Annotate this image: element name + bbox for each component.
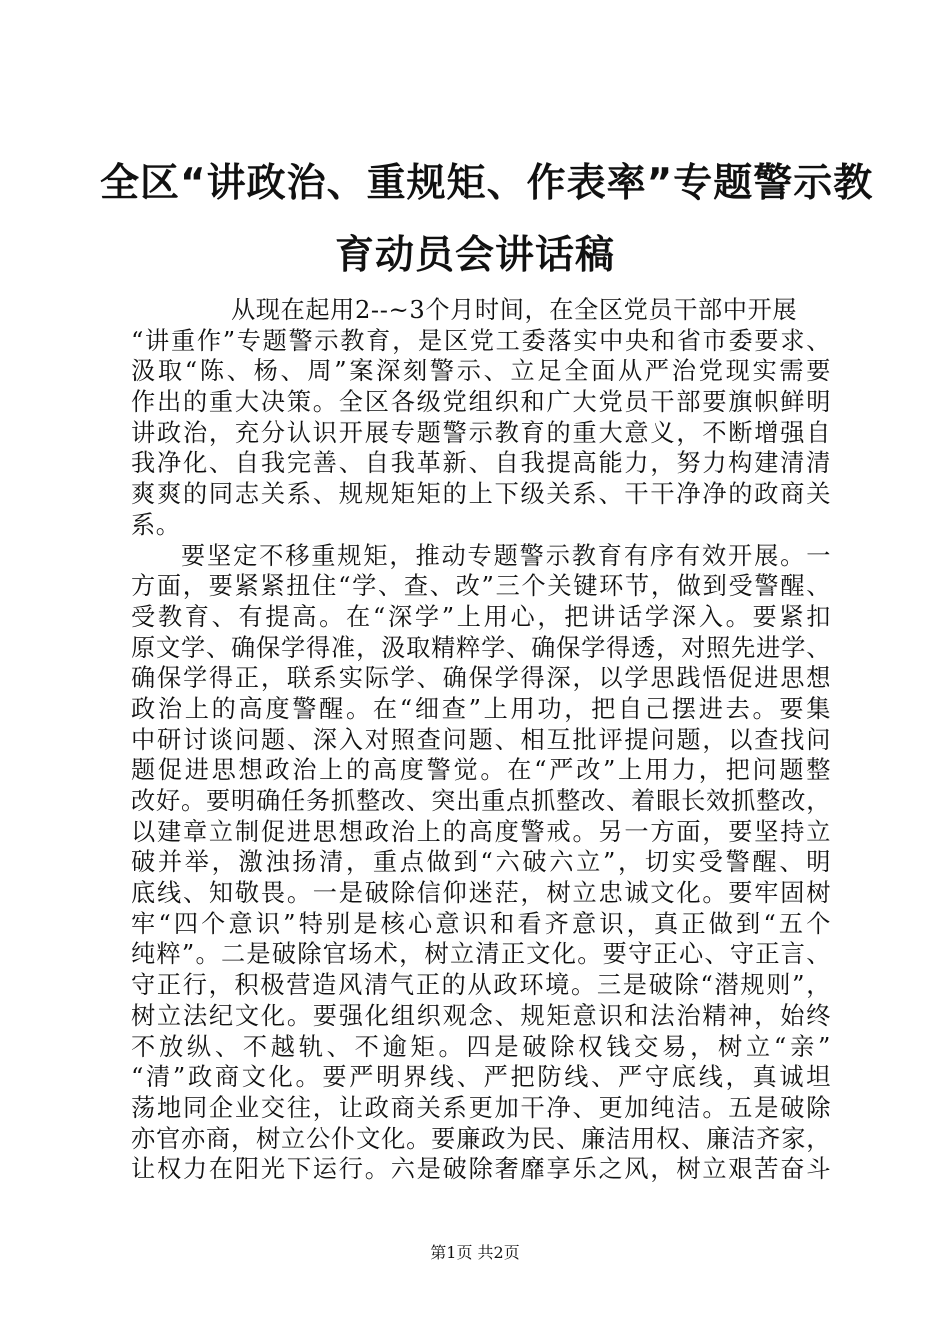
paragraph-line: 以建章立制促进思想政治上的高度警戒。另一方面，要坚持立 xyxy=(131,817,831,846)
paragraph-line: 纯粹”。二是破除官场术，树立清正文化。要守正心、守正言、 xyxy=(131,940,831,969)
paragraph-line: 汲取“陈、杨、周”案深刻警示、立足全面从严治党现实需要 xyxy=(131,357,831,386)
paragraph-line: 从现在起用2--~3个月时间，在全区党员干部中开展 xyxy=(231,296,798,324)
paragraph-line: 爽爽的同志关系、规规矩矩的上下级关系、干干净净的政商关 xyxy=(131,480,831,509)
paragraph-line: 政治上的高度警醒。在“细查”上用功，把自己摆进去。要集 xyxy=(131,694,831,723)
paragraph-line: 破并举，激浊扬清，重点做到“六破六立”，切实受警醒、明 xyxy=(131,848,831,877)
paragraph-line: 题促进思想政治上的高度警觉。在“严改”上用力，把问题整 xyxy=(131,756,831,785)
paragraph-line: “讲重作”专题警示教育，是区党工委落实中央和省市委要求、 xyxy=(131,326,831,355)
document-body xyxy=(131,295,831,1185)
paragraph-line: 树立法纪文化。要强化组织观念、规矩意识和法治精神，始终 xyxy=(131,1001,831,1030)
paragraph-line: 改好。要明确任务抓整改、突出重点抓整改、着眼长效抓整改， xyxy=(131,787,831,815)
paragraph-line: 中研讨谈问题、深入对照查问题、相互批评提问题，以查找问 xyxy=(131,725,831,754)
paragraph-line: 系。 xyxy=(131,510,181,539)
paragraph-line: “清”政商文化。要严明界线、严把防线、严守底线，真诚坦 xyxy=(131,1063,831,1092)
paragraph-line: 荡地同企业交往，让政商关系更加干净、更加纯洁。五是破除 xyxy=(131,1093,831,1122)
paragraph-line: 不放纵、不越轨、不逾矩。四是破除权钱交易，树立“亲” xyxy=(131,1032,831,1061)
page-footer: 第1页 共2页 xyxy=(430,1243,520,1262)
paragraph-line: 牢“四个意识”特别是核心意识和看齐意识，真正做到“五个 xyxy=(131,909,831,938)
paragraph-line: 守正行，积极营造风清气正的从政环境。三是破除“潜规则”， xyxy=(131,971,831,1000)
paragraph-line: 受教育、有提高。在“深学”上用心，把讲话学深入。要紧扣 xyxy=(131,602,831,631)
document-title xyxy=(100,148,874,292)
paragraph-line: 作出的重大决策。全区各级党组织和广大党员干部要旗帜鲜明 xyxy=(131,388,831,417)
paragraph-line: 讲政治，充分认识开展专题警示教育的重大意义，不断增强自 xyxy=(131,418,831,447)
paragraph-line: 方面，要紧紧扭住“学、查、改”三个关键环节，做到受警醒、 xyxy=(131,572,831,601)
paragraph-line: 要坚定不移重规矩，推动专题警示教育有序有效开展。一 xyxy=(181,541,831,570)
paragraph-line: 我净化、自我完善、自我革新、自我提高能力，努力构建清清 xyxy=(131,449,831,478)
title-line: 全区“讲政治、重规矩、作表率”专题警示教 xyxy=(100,161,874,206)
paragraph-line: 让权力在阳光下运行。六是破除奢靡享乐之风，树立艰苦奋斗 xyxy=(131,1155,831,1184)
paragraph-line: 底线、知敬畏。一是破除信仰迷茫，树立忠诚文化。要牢固树 xyxy=(131,879,831,908)
paragraph-line: 确保学得正，联系实际学、确保学得深，以学思践悟促进思想 xyxy=(131,664,831,693)
paragraph-line: 原文学、确保学得准，汲取精粹学、确保学得透，对照先进学、 xyxy=(131,633,831,662)
paragraph-line: 亦官亦商，树立公仆文化。要廉政为民、廉洁用权、廉洁齐家， xyxy=(131,1124,831,1153)
title-line: 育动员会讲话稿 xyxy=(334,233,615,278)
